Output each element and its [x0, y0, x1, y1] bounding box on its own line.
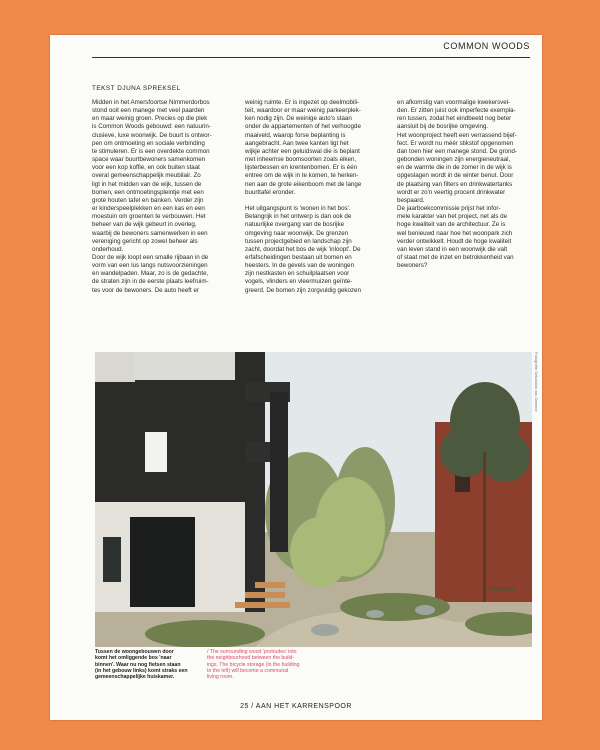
text-line: bomen, een ontmoetingspleintje met een — [92, 188, 204, 196]
article-photo — [95, 352, 532, 647]
text-line: den. Er zitten juist ook imperfecte exempla- — [397, 107, 516, 115]
text-line: wel benieuwd naar hoe het woonpark zich — [397, 229, 513, 237]
caption-dutch — [95, 649, 205, 680]
text-line: zijn nestkasten en schuilplaatsen voor — [245, 270, 350, 278]
text-line: of staat met de inzet en betrokkenheid van — [397, 253, 514, 261]
text-line: wordt er zo'n veertig procent drinkwater — [397, 188, 506, 196]
text-line: hoge kwaliteit van de architectuur. Ze is — [397, 221, 506, 229]
text-line: tussen projectgebied en landschap zijn — [245, 237, 352, 245]
caption-english — [207, 649, 332, 680]
text-line: voor een kop koffie, en ook buiten staat — [92, 164, 200, 172]
text-line: moestuin om groenten te verbouwen. Het — [92, 213, 206, 221]
text-line: aansluit bij de bosrijke omgeving. — [397, 123, 489, 131]
text-line: Midden in het Amersfoortse Nimmerdorbos — [92, 99, 210, 106]
caption-line: komt het omliggende bos 'naar — [95, 655, 172, 662]
caption-line: gemeenschappelijke huiskamer. — [95, 674, 175, 681]
text-line: fect. Er wordt nu méér stikstof opgenomen — [397, 139, 514, 147]
caption-line: living room. — [207, 674, 234, 681]
article-column-3 — [397, 99, 542, 270]
photo-credit — [532, 352, 540, 502]
text-line: onderhoud. — [92, 245, 124, 253]
caption-line: the neighbourhood between the build- — [207, 655, 295, 662]
caption-line: (in het gebouw links) komt straks een — [95, 667, 188, 674]
text-line: vereniging gericht op zowel beheer als — [92, 237, 198, 245]
text-line: nen aan de grote eikenboom met de lange — [245, 180, 362, 188]
text-line: space waar buurtbewoners samenkomen — [92, 156, 206, 164]
text-line: en wandelpaden. Maar, zo is de gedachte, — [92, 270, 209, 278]
text-line: omgeving naar woonwijk. De grenzen — [245, 229, 349, 237]
magazine-page — [50, 35, 542, 720]
text-line: er kinderspeelplekken en een kas en een — [92, 205, 205, 213]
text-line: mele karakter van het project, net als de — [397, 213, 508, 221]
article-byline: TEKST DJUNA SPREKSEL — [92, 85, 181, 92]
text-line: opgeslagen wordt in de winter benut. Door — [397, 172, 514, 180]
text-line: greerd. De bomen zijn zorgvuldig gekozen — [245, 286, 361, 294]
text-line: Het uitgangspunt is 'wonen in het bos'. — [245, 205, 351, 213]
text-line: natuurlijke overgang van de bosrijke — [245, 221, 345, 229]
text-line: bespaard. — [397, 196, 425, 204]
caption-line: / The surrounding wood 'protrudes' into — [207, 649, 297, 655]
text-line: en afkomstig van voormalige kwekersvel- — [397, 99, 511, 106]
text-line: erfafscheidingen bestaan uit bomen en — [245, 253, 352, 261]
text-line: Belangrijk in het ontwerp is dan ook de — [245, 213, 352, 221]
text-line: Het woonproject heeft een verrassend bijef- — [397, 131, 517, 139]
text-line: aangebracht. Aan twee kanten ligt het — [245, 139, 349, 147]
text-line: buurttafel eronder. — [245, 188, 296, 196]
text-line: pen om ontmoeting en sociale verbinding — [92, 139, 205, 147]
text-line: is Common Woods gebouwd: een natuurin- — [92, 123, 211, 131]
text-line: gebonden woningen zijn energieneutraal, — [397, 156, 511, 164]
page-footer: 25 / AAN HET KARRENSPOOR — [240, 703, 352, 710]
text-line: heesters. In de gevels van de woningen — [245, 262, 355, 270]
caption-line: to the left) will become a communal — [207, 667, 289, 674]
text-line: en de warmte die in de zomer in de wijk is — [397, 164, 512, 172]
text-line: teit, waardoor er maar weinig parkeerplek- — [245, 107, 361, 115]
text-line: beheer van de wijk gebeurt in overleg, — [92, 221, 197, 229]
text-line: bewoners? — [397, 262, 428, 270]
text-line: stond ooit een manege met veel paarden — [92, 107, 205, 115]
text-line: vorm van een lus langs nutsvoorzieningen — [92, 262, 208, 270]
text-line: wijkje achter een geluidswal die is beplant — [245, 147, 360, 155]
text-line: de straten zijn in de eerste plaats leefruim- — [92, 278, 209, 286]
text-line: maaiveld, waarop forse beplanting is — [245, 131, 346, 139]
text-line: van leven stand in een woonwijk die valt — [397, 245, 508, 253]
text-line: verder ontwikkelt. Houdt de hoge kwaliteit — [397, 237, 512, 245]
text-line: De jaarboekcommissie prijst het infor- — [397, 205, 501, 213]
text-line: tes voor de bewoners. De auto heeft er — [92, 286, 199, 294]
text-line: lijsterbessen en krentenbomen. Er is één — [245, 164, 358, 172]
text-line: zacht, doordat het bos de wijk 'inloopt'. De — [245, 245, 361, 253]
text-line: en maar weinig groen. Precies op die plek — [92, 115, 208, 123]
text-line: ligt in het midden van de wijk, tussen de — [92, 180, 202, 188]
text-line: waarbij de bewoners samenwerken in een — [92, 229, 208, 237]
photo-credit-text: Fotografie Sebastian van Damme — [534, 352, 539, 412]
article-column-2 — [245, 99, 395, 295]
text-line: de plaatsing van filters en drinkwatertanks — [397, 180, 513, 188]
section-title: COMMON WOODS — [443, 41, 530, 51]
text-line: Door de wijk loopt een smalle rijbaan in de — [92, 253, 209, 261]
caption-line: binnen'. Waar nu nog fietsen staan — [95, 661, 181, 668]
text-line — [245, 197, 395, 205]
text-line: vogels, vlinders en vleermuizen geïnte- — [245, 278, 353, 286]
text-line: dan toen hier een manege stond. De grond- — [397, 147, 518, 155]
text-line: met inheemse boomsoorten zoals eiken, — [245, 156, 357, 164]
text-line: entree om de wijk in te komen, te herken- — [245, 172, 359, 180]
text-line: te stimuleren. Er is een overdekte common — [92, 147, 210, 155]
text-line: clusieve, luxe woonwijk. De buurt is ontwor- — [92, 131, 212, 139]
text-line: ren tussen, zodat het eindbeeld nog beter — [397, 115, 512, 123]
text-line: overal gemeenschappelijk meubilair. Zo — [92, 172, 201, 180]
header-divider — [92, 57, 530, 58]
text-line: onder de appartementen of het verhoogde — [245, 123, 361, 131]
caption-line: Tussen de woongebouwen door — [95, 649, 174, 655]
text-line: ken nodig zijn. De weinige auto's staan — [245, 115, 352, 123]
caption-line: ings. The bicycle storage (in the building — [207, 661, 300, 668]
photo-illustration — [95, 352, 532, 647]
text-line: grote houten tafel en banken. Verder zijn — [92, 196, 204, 204]
article-column-1 — [92, 99, 242, 295]
text-line: weinig ruimte. Er is ingezet op deelmobili- — [245, 99, 360, 106]
